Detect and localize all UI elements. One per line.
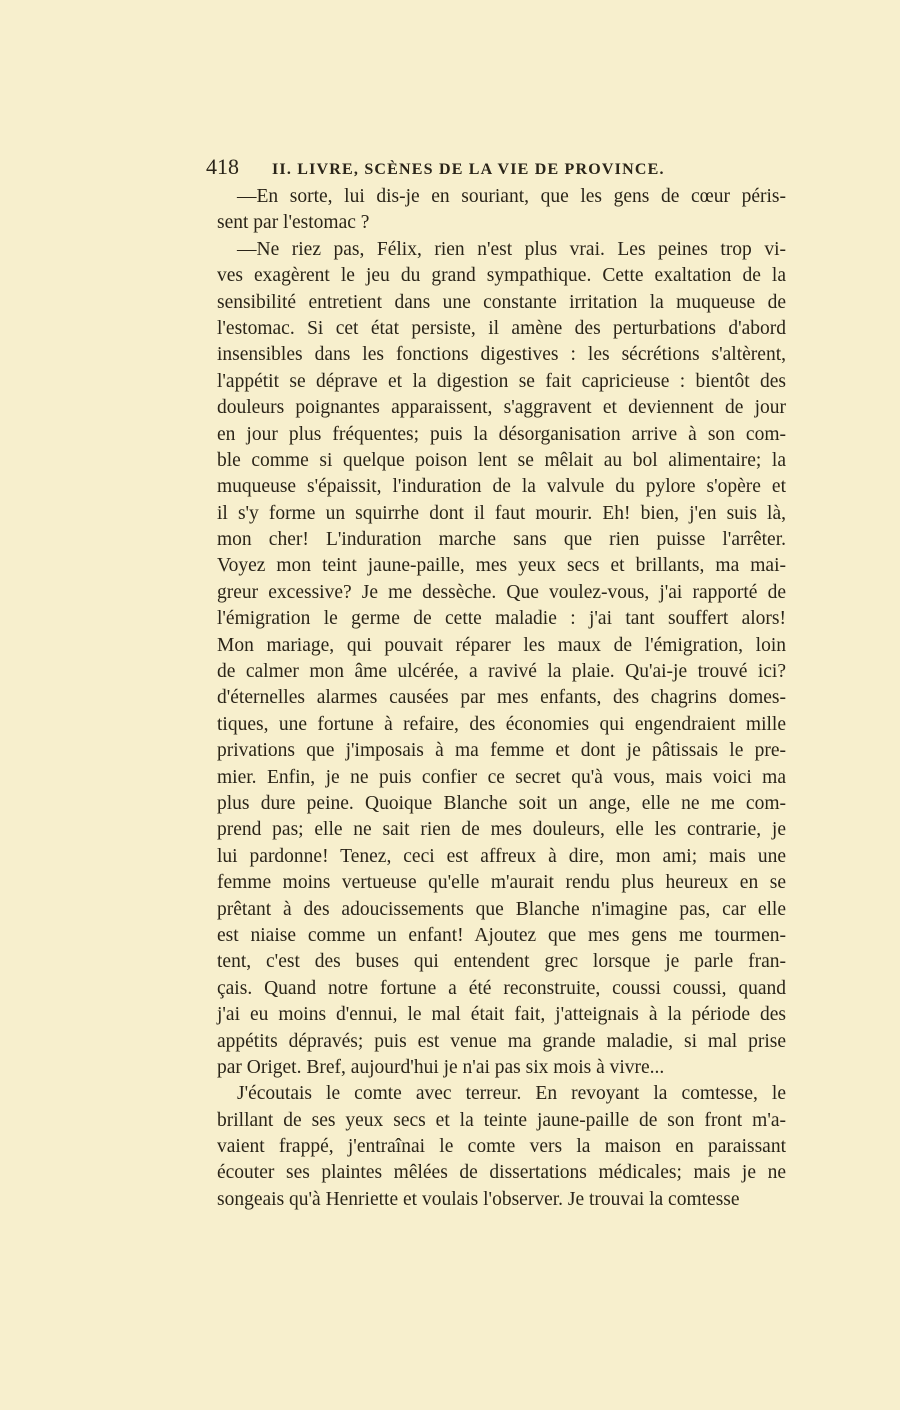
page-header [206,154,796,180]
text-line: Voyez mon teint jaune-paille, mes yeux secs et brillants, ma mai- [217,555,786,577]
text-line: ves exagèrent le jeu du grand sympathique. Cette exaltation de la [217,265,786,287]
text-line: femme moins vertueuse qu'elle m'aurait rendu plus heureux en se [217,872,786,894]
text-line: lui pardonne! Tenez, ceci est affreux à dire, mon ami; mais une [217,845,786,867]
text-line: prend pas; elle ne sait rien de mes douleurs, elle les contrarie, je [217,819,786,841]
text-line: l'appétit se déprave et la digestion se fait capricieuse : bientôt des [217,370,786,392]
text-line: plus dure peine. Quoique Blanche soit un ange, elle ne me com- [217,792,786,814]
text-line: de calmer mon âme ulcérée, a ravivé la plaie. Qu'ai-je trouvé ici? [217,661,786,683]
text-line: prêtant à des adoucissements que Blanche n'imagine pas, car elle [217,898,786,920]
text-line: tent, c'est des buses qui entendent grec lorsque je parle fran- [217,951,786,973]
text-line: mon cher! L'induration marche sans que rien puisse l'arrêter. [217,529,786,551]
text-line: écouter ses plaintes mêlées de dissertations médicales; mais je ne [217,1162,786,1184]
text-line: est niaise comme un enfant! Ajoutez que mes gens me tourmen- [217,924,786,946]
text-line: privations que j'imposais à ma femme et dont je pâtissais le pre- [217,740,786,762]
text-line: songeais qu'à Henriette et voulais l'observer. Je trouvai la comtesse [217,1188,740,1210]
text-line: —Ne riez pas, Félix, rien n'est plus vrai. Les peines trop vi- [237,238,786,260]
text-line: j'ai eu moins d'ennui, le mal était fait, j'atteignais à la période des [217,1004,786,1026]
text-line: d'éternelles alarmes causées par mes enfants, des chagrins domes- [217,687,786,709]
text-line: çais. Quand notre fortune a été reconstruite, coussi coussi, quand [217,977,786,999]
text-line: par Origet. Bref, aujourd'hui je n'ai pas six mois à vivre... [217,1056,665,1078]
text-line: il s'y forme un squirrhe dont il faut mourir. Eh! bien, j'en suis là, [217,502,786,524]
running-title: II. LIVRE, SCÈNES DE LA VIE DE PROVINCE. [272,161,665,178]
text-line: en jour plus fréquentes; puis la désorganisation arrive à son com- [217,423,786,445]
text-line: Mon mariage, qui pouvait réparer les maux de l'émigration, loin [217,634,786,656]
page-number: 418 [206,154,239,179]
text-line: muqueuse s'épaissit, l'induration de la valvule du pylore s'opère et [217,476,786,498]
text-line: insensibles dans les fonctions digestives : les sécrétions s'altèrent, [217,344,786,366]
text-line: greur excessive? Je me dessèche. Que voulez-vous, j'ai rapporté de [217,581,786,603]
text-line: brillant de ses yeux secs et la teinte jaune-paille de son front m'a- [217,1109,786,1131]
text-line: vaient frappé, j'entraînai le comte vers la maison en paraissant [217,1136,786,1158]
text-line: mier. Enfin, je ne puis confier ce secret qu'à vous, mais voici ma [217,766,786,788]
text-line: sent par l'estomac ? [217,212,370,234]
text-line: l'émigration le germe de cette maladie : j'ai tant souffert alors! [217,608,786,630]
text-line: l'estomac. Si cet état persiste, il amène des perturbations d'abord [217,317,786,339]
text-line: J'écoutais le comte avec terreur. En revoyant la comtesse, le [237,1083,786,1105]
text-line: tiques, une fortune à refaire, des économies qui engendraient mille [217,713,786,735]
text-line: sensibilité entretient dans une constante irritation la muqueuse de [217,291,786,313]
text-line: —En sorte, lui dis-je en souriant, que les gens de cœur péris- [237,186,786,207]
text-line: ble comme si quelque poison lent se mêlait au bol alimentaire; la [217,449,786,471]
body-text [217,184,786,1213]
text-line: appétits dépravés; puis est venue ma grande maladie, si mal prise [217,1030,786,1052]
text-line: douleurs poignantes apparaissent, s'aggravent et deviennent de jour [217,397,786,419]
